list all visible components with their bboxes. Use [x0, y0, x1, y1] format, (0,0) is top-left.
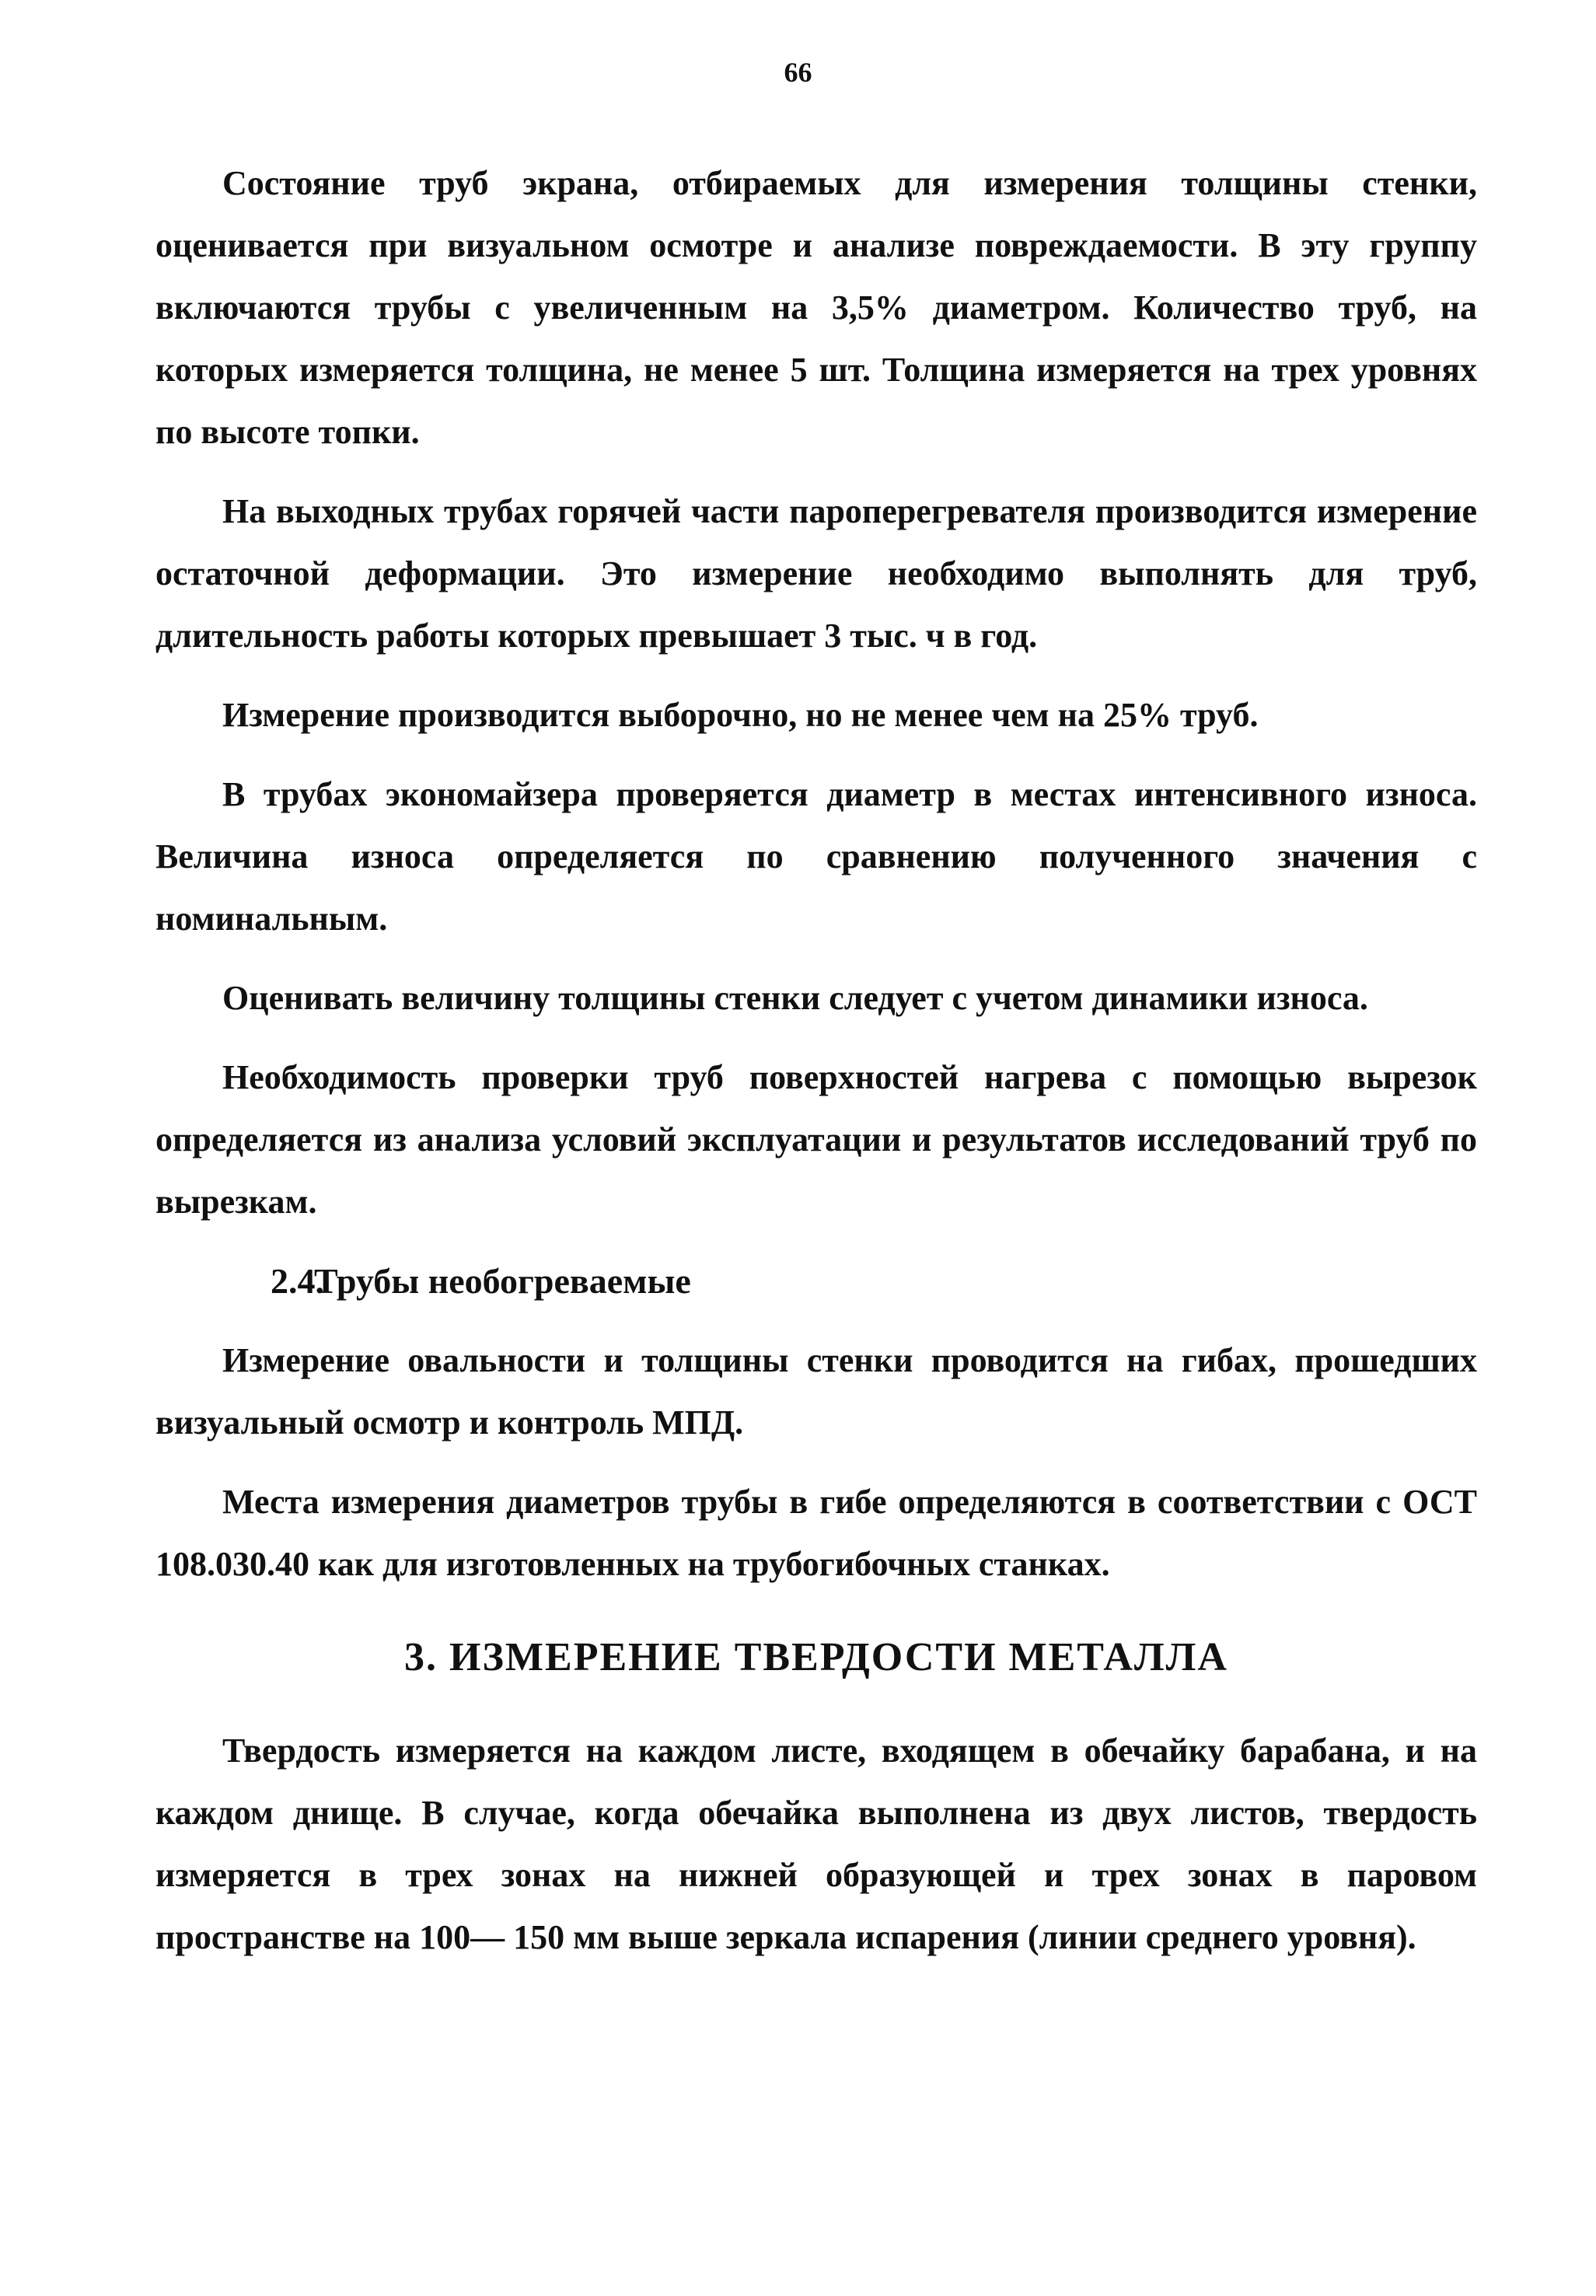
chapter-heading: 3. ИЗМЕРЕНИЕ ТВЕРДОСТИ МЕТАЛЛА: [404, 1635, 1228, 1679]
section-heading: [155, 1250, 1477, 1312]
page-content: [155, 152, 1477, 1986]
paragraph: На выходных трубах горячей части пароперегревателя производится измерение остаточной деформации. Это измерение необходимо выполнять для труб, длительность работы которых превышает 3 тыс. ч в год.: [155, 492, 1477, 655]
paragraph: Измерение овальности и толщины стенки проводится на гибах, прошедших визуальный осмотр и контроль МПД.: [155, 1341, 1477, 1442]
section-title: Трубы необогреваемые: [314, 1261, 691, 1301]
paragraph: Измерение производится выборочно, но не менее чем на 25% труб.: [222, 696, 1259, 734]
page-number: 66: [784, 57, 812, 88]
paragraph: Состояние труб экрана, отбираемых для измерения толщины стенки, оценивается при визуальном осмотре и анализе повреждаемости. В эту группу включаются трубы с увеличенным на 3,5% диаметром. Количество труб, на которых измеряется толщина, не менее 5 шт. Толщина измеряется на трех уровнях по высоте топки.: [155, 164, 1477, 451]
paragraph: Твердость измеряется на каждом листе, входящем в обечайку барабана, и на каждом днище. В случае, когда обечайка выполнена из двух листов, твердость измеряется в трех зонах на нижней образующей и трех зонах в паровом пространстве на 100— 150 мм выше зеркала испарения (линии среднего уровня).: [155, 1732, 1477, 1956]
paragraph: Необходимость проверки труб поверхностей нагрева с помощью вырезок определяется из анализа условий эксплуатации и результатов исследований труб по вырезкам.: [155, 1058, 1477, 1221]
paragraph: В трубах экономайзера проверяется диаметр в местах интенсивного износа. Величина износа определяется по сравнению полученного значения с номинальным.: [155, 775, 1477, 938]
paragraph: Оценивать величину толщины стенки следует с учетом динамики износа.: [222, 979, 1368, 1017]
paragraph: Места измерения диаметров трубы в гибе определяются в соответствии с ОСТ 108.030.40 как для изготовленных на трубогибочных станках.: [155, 1483, 1477, 1583]
section-number: 2.4.: [271, 1261, 324, 1301]
